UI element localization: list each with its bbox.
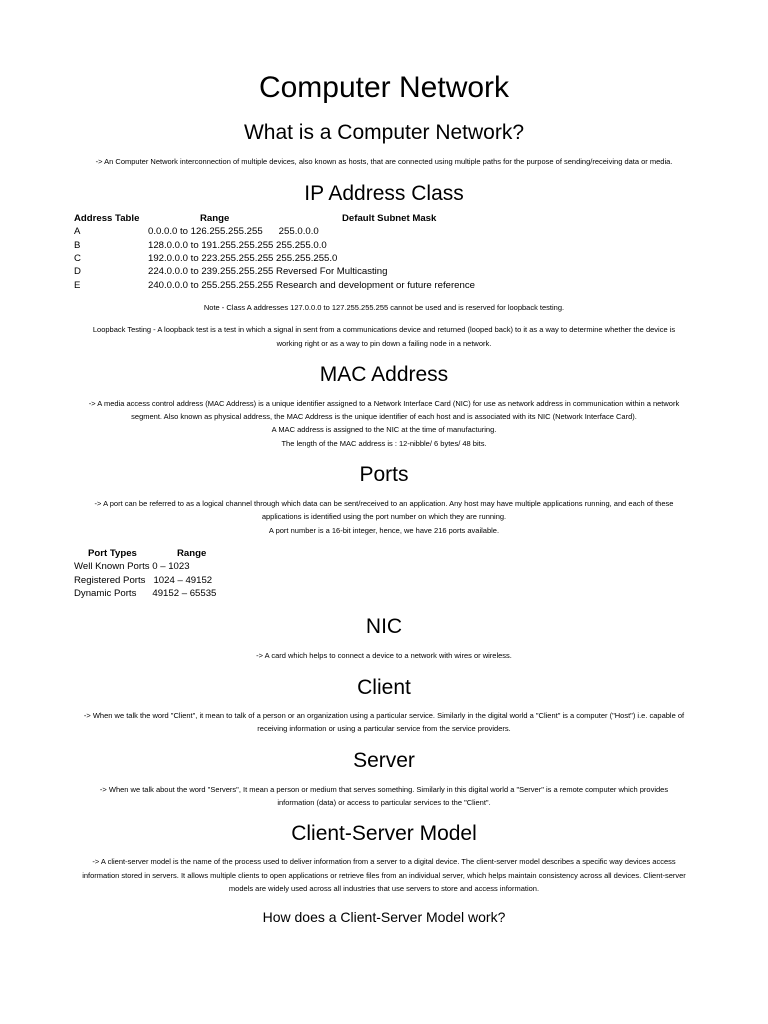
ip-table-row-class: D [74,266,81,278]
loopback-line-2: working right or as a way to pin down a failing node in a network. [276,339,492,348]
section-heading-what-is: What is a Computer Network? [243,121,525,144]
section-heading-mac: MAC Address [319,363,449,386]
ip-table-row-values: 128.0.0.0 to 191.255.255.255 255.255.0.0 [148,239,327,251]
ip-table-row-values: 224.0.0.0 to 239.255.255.255 Reversed For Multicasting [148,266,388,278]
nic-paragraph: -> A card which helps to connect a device to a network with wires or wireless. [256,651,512,660]
section-heading-client-server: Client-Server Model [291,822,477,845]
ip-table-row-class: E [74,279,81,291]
page-title: Computer Network [258,71,510,104]
mac-line-2: segment. Also known as physical address, the MAC Address is the unique identifier of each host and is associated with its NIC (Network Interface Card). [131,412,637,421]
ports-line-2: applications is identified using the port number on which they are running. [261,512,507,521]
loopback-line-1: Loopback Testing - A loopback test is a test in which a signal in sent from a communications device and returned (looped back) to it as a way to determine whether the device is [92,325,676,334]
client-server-line-1: -> A client-server model is the name of the process used to deliver information from a server to a digital device. The client-server model describes a specific way devices access [92,857,676,866]
ip-class-note: Note - Class A addresses 127.0.0.0 to 127.255.255.255 cannot be used and is reserved for loopback testing. [203,303,565,312]
server-line-1: -> When we talk about the word "Servers", It mean a person or medium that serves something. Similarly in this digital world a "Server" is a remote computer which provides [99,785,669,794]
ip-table-header-range: Range [200,213,230,224]
client-server-line-2: information stored in servers. It allows multiple clients to open applications or retrieve files from an individual server, which helps maintain consistency across all devices. Client-server [82,871,686,880]
what-is-paragraph: -> An Computer Network interconnection of multiple devices, also known as hosts, that are connected using multiple paths for the purpose of sending/receiving data or media. [95,157,673,166]
ports-line-1: -> A port can be referred to as a logical channel through which data can be sent/received to an application. Any host may have multiple applications running, and each of these [94,499,674,508]
mac-line-1: -> A media access control address (MAC Address) is a unique identifier assigned to a Network Interface Card (NIC) for use as network address in communication within a network [88,399,680,408]
server-line-2: information (data) or access to particular services to the "Client". [277,798,491,807]
mac-line-4: The length of the MAC address is : 12-nibble/ 6 bytes/ 48 bits. [281,439,487,448]
section-heading-ports: Ports [359,463,409,486]
section-heading-client: Client [357,676,411,699]
mac-line-3: A MAC address is assigned to the NIC at the time of manufacturing. [271,425,497,434]
ip-table-row-class: C [74,252,81,264]
ports-table-header-range: Range [177,548,207,559]
ports-table-header-type: Port Types [88,548,137,559]
ip-table-header-address: Address Table [74,213,140,224]
ip-table-row-class: B [74,239,81,251]
section-heading-server: Server [353,749,415,772]
ip-table-row-values: 0.0.0.0 to 126.255.255.255 255.0.0.0 [148,226,319,238]
client-line-2: receiving information or using a particular service from the service providers. [257,724,511,733]
client-line-1: -> When we talk the word "Client", it mean to talk of a person or an organization using a particular service. Similarly in the digital world a "Client" is a computer ("Host") i.e. capable of [83,711,685,720]
ports-line-3: A port number is a 16-bit integer, hence, we have 216 ports available. [268,526,500,535]
ip-table-row-class: A [74,226,81,238]
ip-table-header-mask: Default Subnet Mask [342,213,437,224]
section-heading-nic: NIC [365,615,403,638]
ports-table-row: Registered Ports 1024 – 49152 [74,574,213,586]
client-server-line-3: models are widely used across all industries that use servers to store and access information. [228,884,540,893]
ip-table-row-values: 192.0.0.0 to 223.255.255.255 255.255.255.0 [148,252,338,264]
ports-table-row: Well Known Ports 0 – 1023 [74,561,190,573]
ports-table-row: Dynamic Ports 49152 – 65535 [74,587,217,599]
ip-table-row-values: 240.0.0.0 to 255.255.255.255 Research and development or future reference [148,279,475,291]
client-server-subheading: How does a Client-Server Model work? [262,909,506,925]
section-heading-ip-class: IP Address Class [304,182,464,205]
